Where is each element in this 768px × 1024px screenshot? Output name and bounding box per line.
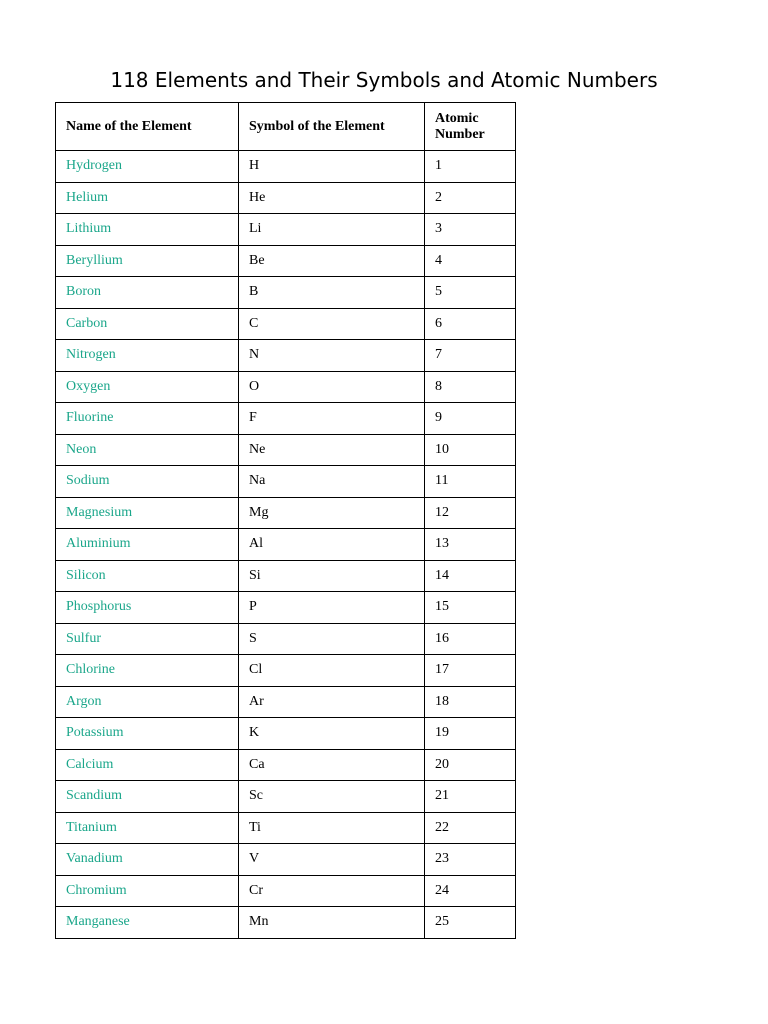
element-atomic-number: 4: [425, 245, 516, 277]
element-atomic-number: 18: [425, 686, 516, 718]
element-symbol: Sc: [239, 781, 425, 813]
element-name-link[interactable]: Argon: [56, 686, 239, 718]
element-atomic-number: 13: [425, 529, 516, 561]
element-name-link[interactable]: Phosphorus: [56, 592, 239, 624]
element-name-link[interactable]: Sulfur: [56, 623, 239, 655]
element-symbol: Ar: [239, 686, 425, 718]
element-name-link[interactable]: Titanium: [56, 812, 239, 844]
element-atomic-number: 10: [425, 434, 516, 466]
table-header-row: [56, 103, 516, 151]
table-row: [56, 434, 516, 466]
element-symbol: K: [239, 718, 425, 750]
table-row: [56, 812, 516, 844]
element-atomic-number: 11: [425, 466, 516, 498]
element-atomic-number: 7: [425, 340, 516, 372]
element-name-link[interactable]: Magnesium: [56, 497, 239, 529]
element-atomic-number: 1: [425, 151, 516, 183]
page-title: 118 Elements and Their Symbols and Atomic Numbers: [110, 68, 658, 92]
element-atomic-number: 6: [425, 308, 516, 340]
element-name-link[interactable]: Oxygen: [56, 371, 239, 403]
table-row: [56, 875, 516, 907]
element-symbol: Be: [239, 245, 425, 277]
table-row: [56, 844, 516, 876]
element-atomic-number: 2: [425, 182, 516, 214]
element-atomic-number: 14: [425, 560, 516, 592]
element-symbol: He: [239, 182, 425, 214]
element-symbol: Al: [239, 529, 425, 561]
table-body: [56, 151, 516, 939]
element-symbol: Cl: [239, 655, 425, 687]
element-name-link[interactable]: Potassium: [56, 718, 239, 750]
element-atomic-number: 3: [425, 214, 516, 246]
table-row: [56, 497, 516, 529]
element-atomic-number: 12: [425, 497, 516, 529]
element-name-link[interactable]: Vanadium: [56, 844, 239, 876]
element-name-link[interactable]: Nitrogen: [56, 340, 239, 372]
element-symbol: S: [239, 623, 425, 655]
element-name-link[interactable]: Scandium: [56, 781, 239, 813]
element-symbol: F: [239, 403, 425, 435]
element-atomic-number: 9: [425, 403, 516, 435]
element-name-link[interactable]: Silicon: [56, 560, 239, 592]
element-atomic-number: 5: [425, 277, 516, 309]
table-row: [56, 403, 516, 435]
element-atomic-number: 8: [425, 371, 516, 403]
table-row: [56, 686, 516, 718]
element-atomic-number: 15: [425, 592, 516, 624]
element-symbol: Ne: [239, 434, 425, 466]
element-symbol: Cr: [239, 875, 425, 907]
element-symbol: Na: [239, 466, 425, 498]
table-row: [56, 560, 516, 592]
table-row: [56, 308, 516, 340]
element-symbol: V: [239, 844, 425, 876]
element-name-link[interactable]: Chromium: [56, 875, 239, 907]
table-row: [56, 592, 516, 624]
element-symbol: Ca: [239, 749, 425, 781]
element-name-link[interactable]: Carbon: [56, 308, 239, 340]
table-row: [56, 182, 516, 214]
element-name-link[interactable]: Calcium: [56, 749, 239, 781]
element-name-link[interactable]: Manganese: [56, 907, 239, 939]
table-row: [56, 655, 516, 687]
element-symbol: C: [239, 308, 425, 340]
element-symbol: Mg: [239, 497, 425, 529]
header-atomic-number: Atomic Number: [425, 103, 516, 151]
header-symbol: Symbol of the Element: [239, 103, 425, 151]
table-row: [56, 340, 516, 372]
element-name-link[interactable]: Beryllium: [56, 245, 239, 277]
element-name-link[interactable]: Fluorine: [56, 403, 239, 435]
element-atomic-number: 20: [425, 749, 516, 781]
element-atomic-number: 25: [425, 907, 516, 939]
element-symbol: Si: [239, 560, 425, 592]
table-row: [56, 623, 516, 655]
element-atomic-number: 23: [425, 844, 516, 876]
element-name-link[interactable]: Sodium: [56, 466, 239, 498]
table-row: [56, 781, 516, 813]
table-row: [56, 277, 516, 309]
element-atomic-number: 22: [425, 812, 516, 844]
table-row: [56, 718, 516, 750]
element-atomic-number: 21: [425, 781, 516, 813]
table-row: [56, 749, 516, 781]
element-name-link[interactable]: Aluminium: [56, 529, 239, 561]
element-symbol: Ti: [239, 812, 425, 844]
element-symbol: H: [239, 151, 425, 183]
element-name-link[interactable]: Neon: [56, 434, 239, 466]
table-row: [56, 466, 516, 498]
table-row: [56, 529, 516, 561]
element-atomic-number: 16: [425, 623, 516, 655]
header-name: Name of the Element: [56, 103, 239, 151]
element-atomic-number: 17: [425, 655, 516, 687]
element-name-link[interactable]: Hydrogen: [56, 151, 239, 183]
element-name-link[interactable]: Helium: [56, 182, 239, 214]
element-atomic-number: 19: [425, 718, 516, 750]
element-symbol: Mn: [239, 907, 425, 939]
table-row: [56, 907, 516, 939]
element-symbol: N: [239, 340, 425, 372]
element-symbol: P: [239, 592, 425, 624]
element-name-link[interactable]: Lithium: [56, 214, 239, 246]
element-symbol: O: [239, 371, 425, 403]
table-row: [56, 245, 516, 277]
elements-table: [55, 102, 516, 939]
element-name-link[interactable]: Boron: [56, 277, 239, 309]
element-atomic-number: 24: [425, 875, 516, 907]
table-row: [56, 214, 516, 246]
table-row: [56, 151, 516, 183]
element-symbol: B: [239, 277, 425, 309]
element-symbol: Li: [239, 214, 425, 246]
element-name-link[interactable]: Chlorine: [56, 655, 239, 687]
table-row: [56, 371, 516, 403]
